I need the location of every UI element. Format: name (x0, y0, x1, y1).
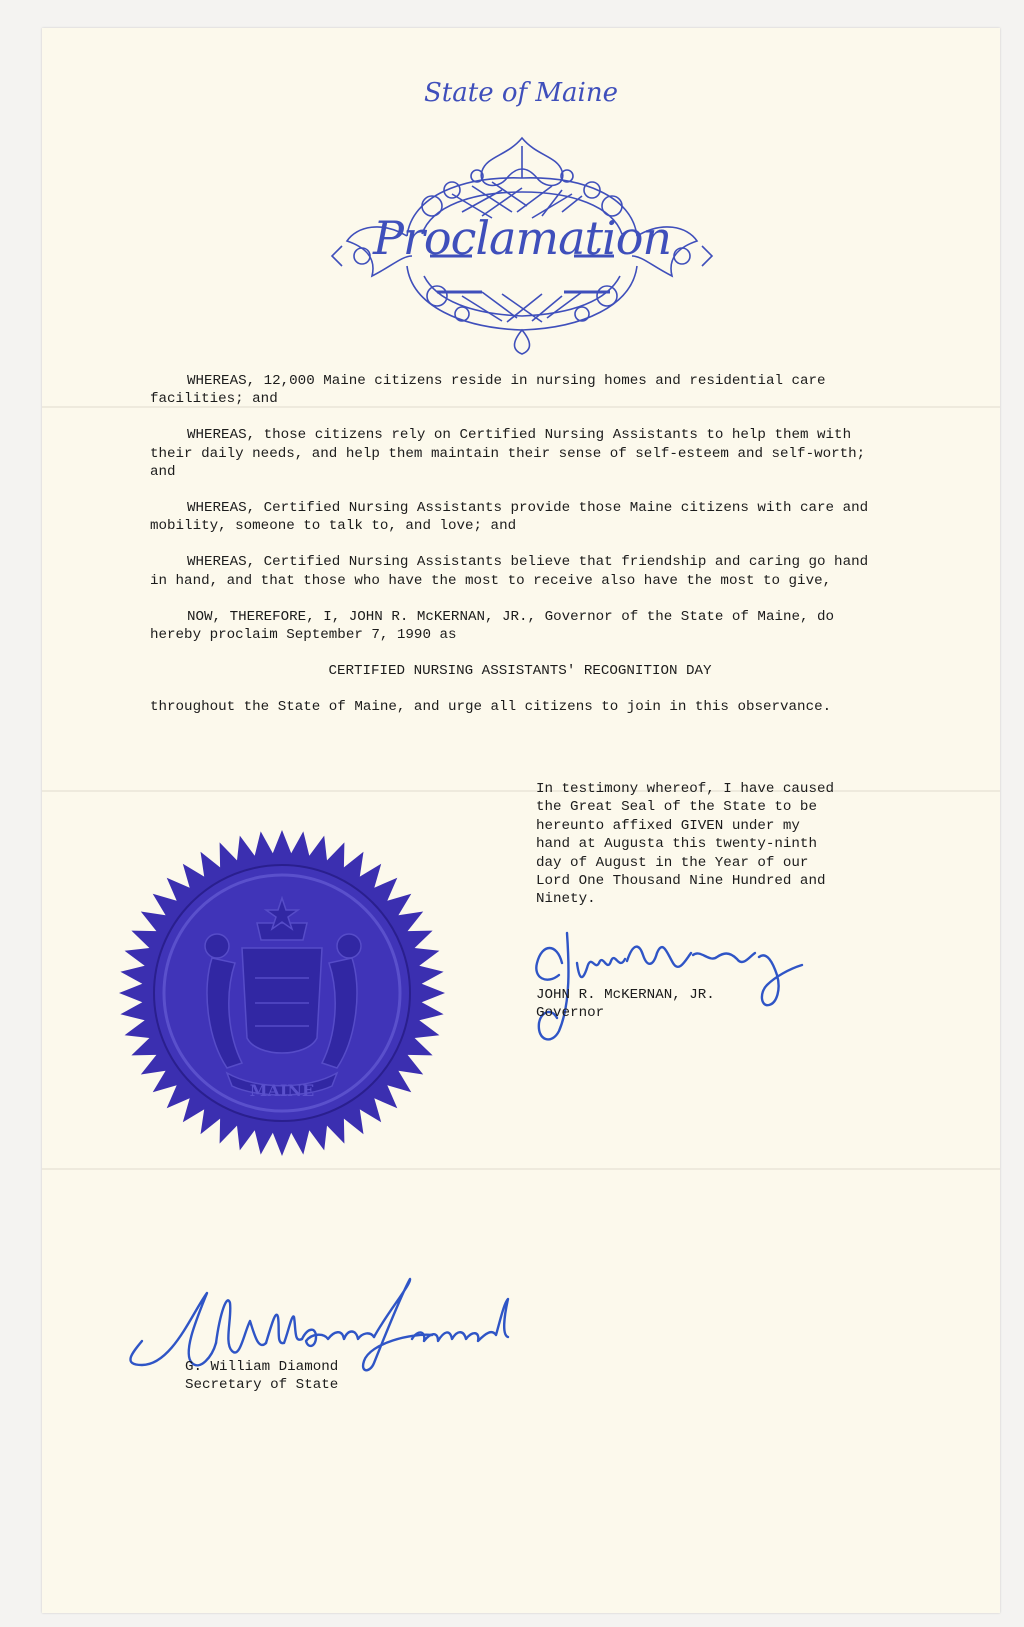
secretary-name: G. William Diamond (185, 1359, 339, 1375)
state-heading: State of Maine (424, 78, 618, 108)
testimony-paragraph: In testimony whereof, I have caused the Great Seal of the State to be hereunto affixed GIVEN under my hand at Augusta this twenty-ninth day of August in the Year of our Lord One Thousand Nine Hundred and Ninety. (536, 781, 834, 908)
proclamation-ornament (312, 116, 732, 356)
recognition-day-title: CERTIFIED NURSING ASSISTANTS' RECOGNITION DAY (328, 662, 712, 679)
proclamation-title: Proclamation (372, 211, 672, 265)
secretary-title: Secretary of State (185, 1377, 339, 1394)
governor-block (536, 986, 836, 1023)
seal-label: MAINE (249, 1081, 315, 1100)
whereas-paragraph: WHEREAS, those citizens rely on Certified Nursing Assistants to help them with their daily needs, and help them maintain their sense of self-esteem and self-worth; and (150, 427, 866, 481)
seal-emblem-icon (117, 828, 447, 1158)
governor-title: Governor (536, 1005, 605, 1022)
great-seal (117, 828, 447, 1158)
secretary-block (185, 1358, 485, 1395)
therefore-paragraph: NOW, THEREFORE, I, JOHN R. McKERNAN, JR., Governor of the State of Maine, do hereby proclaim September 7, 1990 as (150, 608, 835, 644)
paper-fold (42, 1168, 1000, 1170)
whereas-paragraph: WHEREAS, 12,000 Maine citizens reside in nursing homes and residential care facilities; and (150, 373, 826, 408)
governor-name: JOHN R. McKERNAN, JR. (536, 987, 715, 1003)
proclamation-body (150, 372, 890, 716)
whereas-paragraph: WHEREAS, Certified Nursing Assistants provide those Maine citizens with care and mobility, someone to talk to, and love; and (150, 500, 869, 535)
closing-paragraph: throughout the State of Maine, and urge all citizens to join in this observance. (150, 698, 832, 715)
proclamation-sheet (42, 28, 1000, 1613)
whereas-paragraph: WHEREAS, Certified Nursing Assistants believe that friendship and caring go hand in hand, and that those who have the most to receive also have the most to give, (150, 554, 869, 589)
